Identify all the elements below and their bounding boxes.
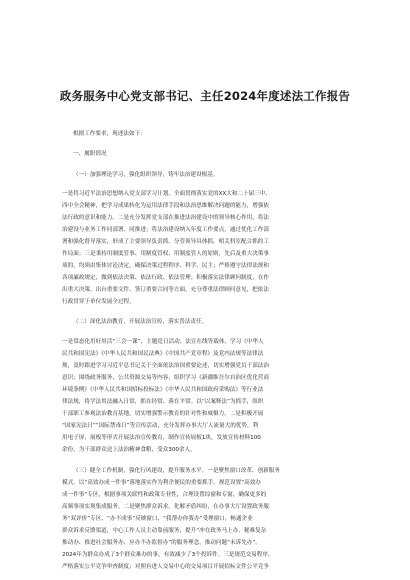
body-line: 项的，均须由集体讨论决定，确保决策过程程序、科学、民主；严格遵守法律法规和 (62, 263, 269, 269)
body-line: 推动办、推进社会服务办、应办不办监督办”的服务理念，推动问题“未诉先办”。 (62, 540, 261, 546)
body-line: 意识；围绕政务服务、公共资源交易等内容，组织学习《新疆维吾尔自治区优化营商 (62, 375, 269, 381)
body-line: 署和强化督导落实，形成了主要领导负责抓、分管领导具体抓，相关科室配合抓的工 (62, 239, 269, 245)
body-line: 模式。以“高效办成一件事”落地落实作为利企便民的重要抓手，规范设置“高效办 (62, 480, 261, 486)
subsection-heading-3: （三）健全工作机制，强化行风建设，提升服务水平。一是聚焦窗口改革，创新服务 (73, 468, 280, 474)
body-line: 群众诉求反馈渠道，中心工作人员主动靠前服务，提升“冲在政务马上办、秘难复杂 (62, 528, 267, 534)
body-line: 行政贯穿于单位发展全过程。 (62, 299, 135, 305)
body-line: 用电子屏、展板等形式开展法治宣传教育，制作宣传展板1块，发放宣传材料100 (62, 435, 261, 441)
body-line: 成一件事”专区，根据事项关联性和政策专业性，合理设置综窗和专窗，确保更多的 (62, 492, 267, 498)
intro-line: 根据工作要求，现述法如下： (73, 131, 146, 137)
body-line: 高频事项实现集成服务。二是聚焦群众诉求，化解矛盾纠纷，在办事大厅设置政务服 (62, 504, 269, 510)
subsection-heading-2: （二）深化法治教育，开展法治宣传，落实普法责任。 (73, 319, 208, 325)
body-line: 民共和国宪法》《中华人民共和国民法典》《中国共产党章程》及党内法规等法律法 (62, 351, 264, 357)
body-line: 一是将习近平法治思想纳入党支部学习计划，全面贯彻落实党的XX大和二十届三中、 (62, 191, 272, 197)
body-line: “国家宪法日”“国际禁毒日”等宣传活动，充分发挥办事大厅人流量大的优势，利 (62, 423, 259, 429)
body-line: 一是常态化用好用活“三会一课”，主题党日活动、法宣在线等载体，学习《中华人 (62, 339, 264, 345)
page-title: 政务服务中心党支部书记、主任2024年度述法工作报告 (59, 89, 351, 103)
body-line: 治建设与业务工作同部署、同推进；将法治建设纳入年度工作要点，通过优化工作部 (62, 227, 269, 233)
body-line: 环境条例》《中华人民共和国招标投标法》《中华人民共和国政府采购法》等行业法 (62, 387, 264, 393)
body-line: 律法规，将学法用法融入日常，抓在经常、落在平常。以“以案释法”为抓手，组织 (62, 399, 264, 405)
body-line: 规，及时跟进学习习近平总书记关于全面依法治国重要论述，切实增强党员干部法治 (62, 363, 269, 369)
subsection-heading-1: （一）加强理论学习，强化组织领导，铸牢法治建设根基。 (73, 172, 219, 178)
body-line: 严格落实公平竞争审查制度；对照有进人交易中心的交易项目开展招标文件公平竞争 (62, 564, 269, 570)
body-line: 法行政的意识和能力。二是充分发挥党支部在推进法治建设中的领导核心作用，将法 (62, 215, 269, 221)
body-line: 2024年为群众办成了3个群众难办的事，有效减少了3个投诉件。三是规范交易程序， (62, 552, 274, 558)
body-line: 干部职工参观法治教育基地，切实增强警示教育的针对性和威慑力。二是积极开展 (62, 411, 264, 417)
body-line: 务“双评价”专区、“办不成事”反映窗口、“我帮办你我办”受理窗口，畅通企业 (62, 516, 253, 522)
body-line: 各项廉政规定，做到依法决策、依法行政、依法管理；积极落实法律顾问制度，在作 (62, 275, 269, 281)
body-line: 余份，为干部群众送上法治精神食粮，受众300余人。 (62, 447, 196, 453)
body-line: 出重大决策、出台重要文件、签订重要合同等方面，充分尊重法律顾问意见，把依法 (62, 287, 269, 293)
body-line: 作局面；三是秉持用制度管事、用制度管权、用制度管人的原则，先后及重大决策事 (62, 251, 269, 257)
body-line: 四中全会精神，把学习成果转化为运用法律手段和法治思维解决问题的能力，增强依 (62, 203, 269, 209)
section-heading: 一、履职情况 (73, 151, 107, 157)
